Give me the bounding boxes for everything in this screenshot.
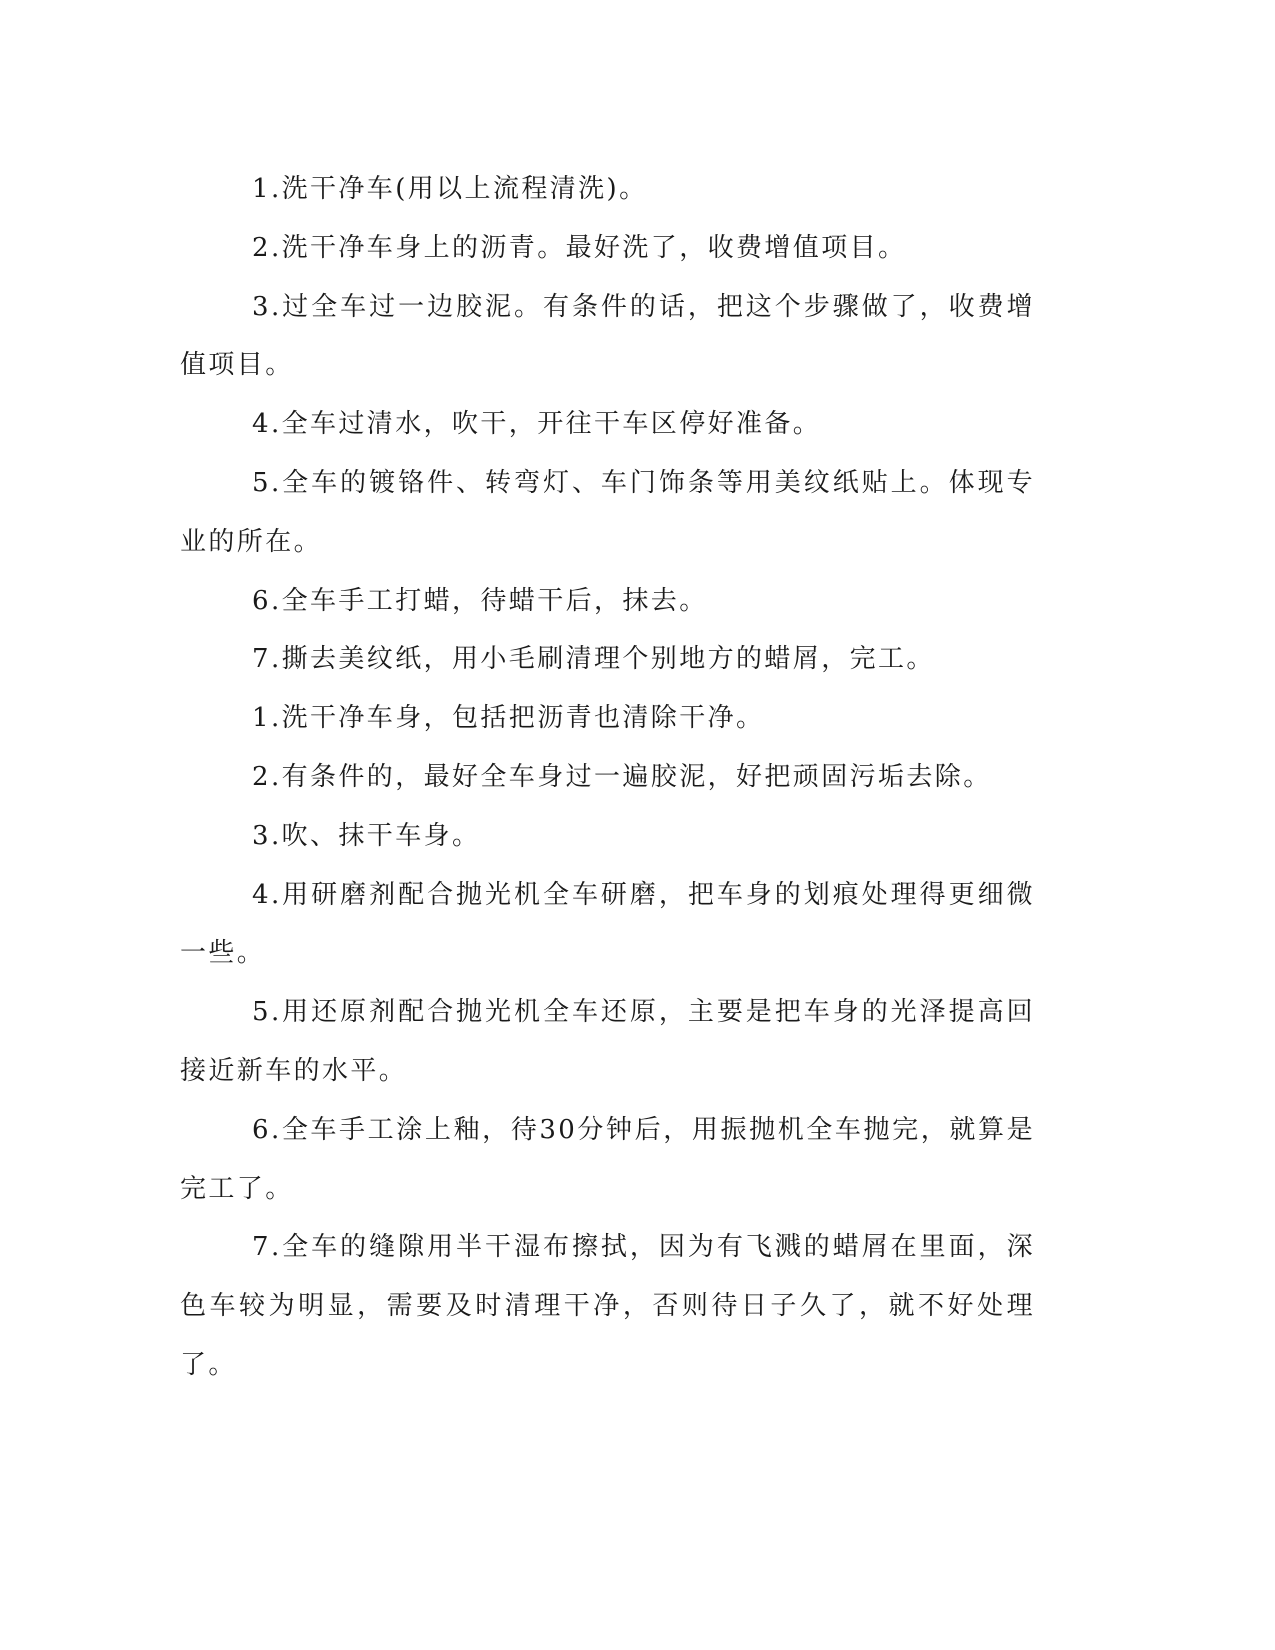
paragraph-polish-step-1: 1.洗干净车身，包括把沥青也清除干净。: [252, 703, 765, 734]
document-body: [180, 160, 1035, 1395]
paragraph-wax-step-3: 3.过全车过一边胶泥。有条件的话，把这个步骤做了，收费增值项目。: [180, 291, 1035, 381]
paragraph-wax-step-6: 6.全车手工打蜡，待蜡干后，抹去。: [252, 585, 708, 616]
paragraph-polish-step-6: 6.全车手工涂上釉，待30分钟后，用振抛机全车抛完，就算是完工了。: [180, 1114, 1035, 1204]
paragraph-polish-step-3: 3.吹、抹干车身。: [252, 820, 481, 851]
paragraph-wax-step-4: 4.全车过清水，吹干，开往干车区停好准备。: [252, 409, 822, 440]
paragraph-polish-step-5: 5.用还原剂配合抛光机全车还原，主要是把车身的光泽提高回接近新车的水平。: [180, 997, 1035, 1086]
paragraph-wax-step-7: 7.撕去美纹纸，用小毛刷清理个别地方的蜡屑，完工。: [252, 644, 935, 675]
paragraph-polish-step-7: 7.全车的缝隙用半干湿布擦拭，因为有飞溅的蜡屑在里面，深色车较为明显，需要及时清理干净，否则待日子久了，就不好处理了。: [180, 1232, 1035, 1380]
paragraph-wax-step-5: 5.全车的镀铬件、转弯灯、车门饰条等用美纹纸贴上。体现专业的所在。: [180, 467, 1035, 557]
paragraph-polish-step-2: 2.有条件的，最好全车身过一遍胶泥，好把顽固污垢去除。: [252, 761, 992, 792]
paragraph-wax-step-1: 1.洗干净车(用以上流程清洗)。: [252, 174, 648, 204]
paragraph-wax-step-2: 2.洗干净车身上的沥青。最好洗了，收费增值项目。: [252, 232, 907, 263]
paragraph-polish-step-4: 4.用研磨剂配合抛光机全车研磨，把车身的划痕处理得更细微一些。: [180, 879, 1035, 969]
